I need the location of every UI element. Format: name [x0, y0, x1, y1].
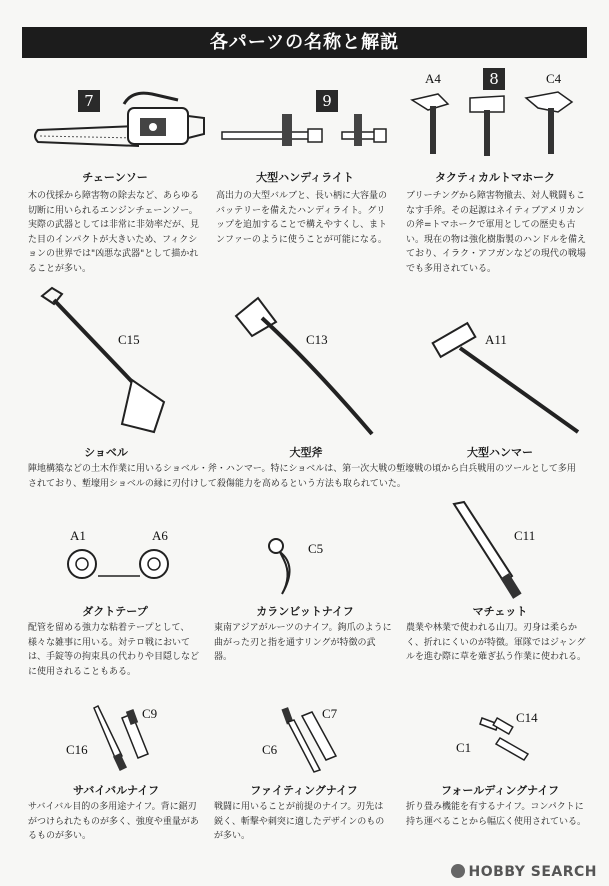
part-code-c16: C16 — [66, 742, 88, 757]
shovel-illustration — [38, 284, 168, 434]
part-code-c15: C15 — [118, 332, 140, 347]
hammer-illustration — [432, 318, 582, 436]
chainsaw-illustration — [28, 86, 208, 166]
part-code-c6: C6 — [262, 742, 278, 757]
item-name-folding-knife: フォールディングナイフ — [440, 784, 560, 797]
item-desc-karambit: 東南アジアがルーツのナイフ。鉤爪のように曲がった刃と指を通すリングが特徴の武器。 — [214, 623, 392, 662]
part-code-a11: A11 — [485, 332, 507, 347]
page-title: 各パーツの名称と解説 — [22, 27, 587, 58]
part-code-c4: C4 — [546, 71, 562, 86]
item-name-duct-tape: ダクトテープ — [82, 605, 148, 618]
item-desc-tomahawk: ブリーチングから障害物撤去、対人戦闘もこなす手斧。その起源はネイティブアメリカンの斧=トマホークで軍用としての歴史も古い。現在の物は強化樹脂製のハンドルを備えており、イラク・アフガンなどの現代の戦場でも多用されている。 — [406, 191, 587, 274]
axe-illustration — [232, 294, 382, 440]
part-code-c11: C11 — [514, 528, 536, 543]
item-desc-folding-knife: 折り畳み機能を有するナイフ。コンパクトに持ち運べることから幅広く使用されている。 — [406, 802, 587, 827]
item-desc-fighting-knife: 戦闘に用いることが前提のナイフ。刃先は鋭く、斬撃や刺突に適したデザインのものが多い。 — [214, 802, 385, 841]
part-code-a4: A4 — [425, 71, 441, 86]
watermark-logo-icon — [451, 864, 465, 878]
part-number-9: 9 — [316, 90, 338, 112]
machete-illustration — [450, 500, 540, 600]
part-code-a1: A1 — [70, 528, 86, 543]
duct-tape-illustration — [64, 546, 174, 586]
item-name-tomahawk: タクティカルトマホーク — [434, 171, 556, 184]
part-code-c5: C5 — [308, 541, 324, 556]
item-name-machete: マチェット — [472, 605, 528, 618]
item-name-shovel: ショベル — [84, 446, 128, 459]
item-desc-chainsaw: 木の伐採から障害物の除去など、あらゆる切断に用いられるエンジンチェーンソー。実際の武器としては非常に非効率だが、見た目のインパクトが大きいため、フィクションの世界では"凶悪な武器"として描かれることが多い。 — [28, 191, 200, 274]
tomahawk-illustration — [408, 88, 588, 160]
watermark-text: HOBBY SEARCH — [468, 864, 597, 880]
part-code-c1: C1 — [456, 740, 472, 755]
part-number-7: 7 — [78, 90, 100, 112]
fighting-knife-illustration — [278, 704, 348, 776]
survival-knife-illustration — [88, 704, 158, 774]
item-name-fighting-knife: ファイティングナイフ — [250, 784, 358, 797]
item-name-survival-knife: サバイバルナイフ — [72, 784, 160, 797]
part-code-a6: A6 — [152, 528, 168, 543]
part-code-c9: C9 — [142, 706, 158, 721]
item-desc-digging-tools: 陣地構築などの土木作業に用いるショベル・斧・ハンマー。特にショベルは、第一次大戦の塹壕戦の頃から白兵戦用のツールとして多用されており、塹壕用ショベルの縁に刃付けして殺傷能力を高めるという方法も取られていた。 — [28, 464, 576, 489]
item-name-hammer: 大型ハンマー — [467, 446, 533, 459]
item-desc-duct-tape: 配管を留める強力な粘着テープとして、様々な雑事に用いる。対テロ戦においては、手錠等の拘束具の代わりや目隠しなどに使用されることもある。 — [28, 623, 200, 677]
item-name-karambit: カランビットナイフ — [256, 605, 354, 618]
watermark — [451, 864, 597, 880]
part-code-c13: C13 — [306, 332, 328, 347]
item-name-chainsaw: チェーンソー — [82, 171, 148, 184]
part-number-8: 8 — [483, 68, 505, 90]
item-name-axe: 大型斧 — [289, 446, 323, 459]
item-name-flashlight: 大型ハンディライト — [256, 171, 354, 184]
part-code-c14: C14 — [516, 710, 538, 725]
flashlight-illustration — [220, 110, 400, 150]
part-code-c7: C7 — [322, 706, 338, 721]
item-desc-machete: 農業や林業で使われる山刀。刃身は柔らかく、折れにくいのが特徴。軍隊ではジャングルを進む際に草を薙ぎ払う作業に使われる。 — [406, 623, 587, 662]
karambit-illustration — [262, 536, 312, 600]
folding-knife-illustration — [478, 714, 538, 764]
item-desc-flashlight: 高出力の大型バルブと、長い柄に大容量のバッテリーを備えたハンディライト。グリップを追加することで構えやすくし、まトンファーのように使うことが可能になる。 — [216, 191, 388, 245]
item-desc-survival-knife: サバイバル目的の多用途ナイフ。背に鋸刃がつけられたものが多く、強度や重量があるものが多い。 — [28, 802, 199, 841]
